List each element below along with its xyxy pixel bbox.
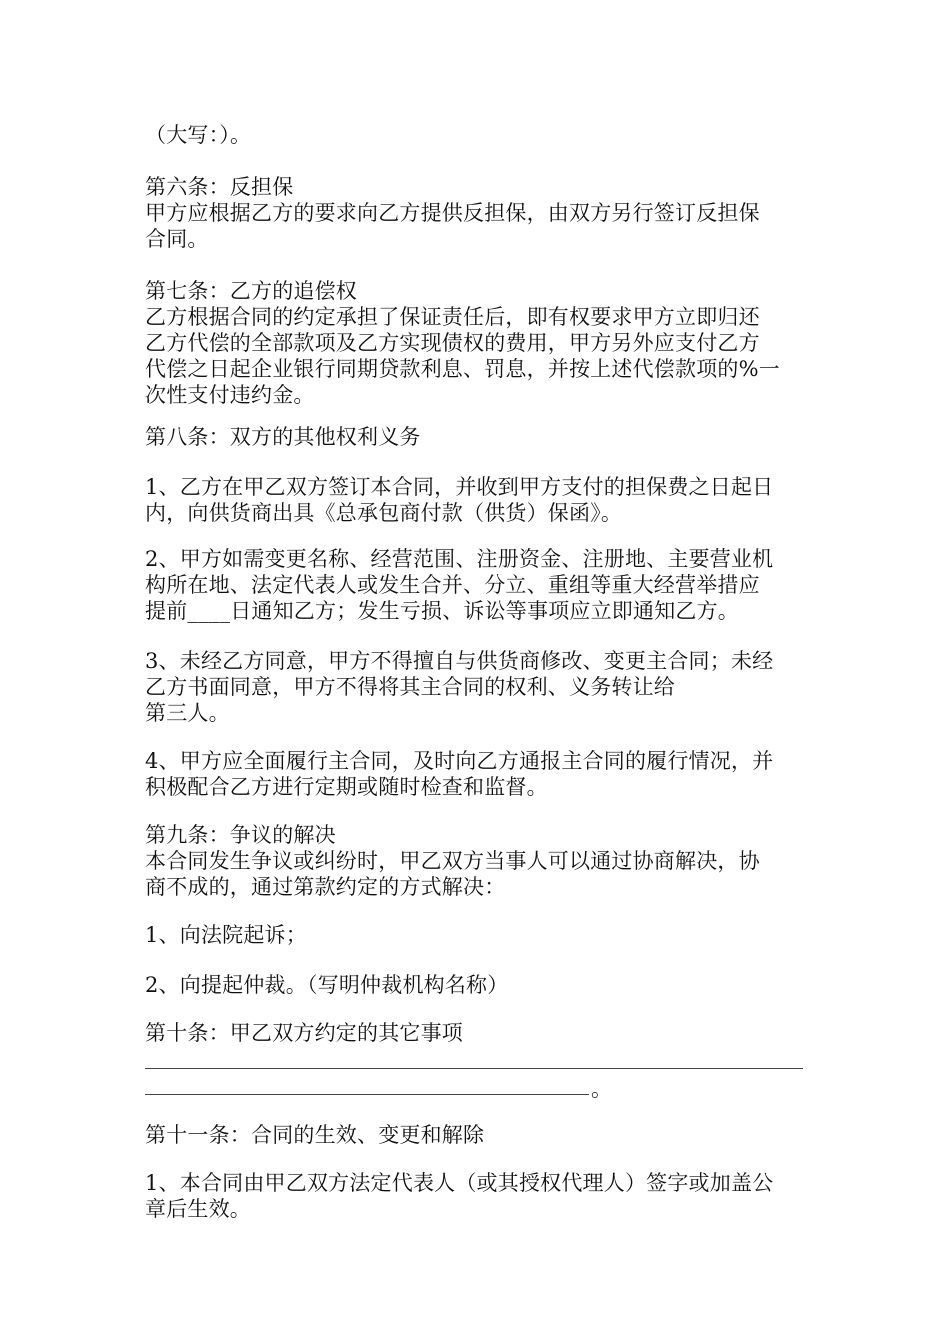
clause-6-heading: 第六条：反担保 <box>145 175 294 199</box>
clause-11-heading: 第十一条：合同的生效、变更和解除 <box>145 1123 485 1147</box>
clause-7-heading: 第七条：乙方的追偿权 <box>145 279 357 303</box>
text-line: 甲方应根据乙方的要求向乙方提供反担保，由双方另行签订反担保 <box>145 201 760 225</box>
text-line: 章后生效。 <box>145 1197 251 1221</box>
text-line: 1、向法院起诉； <box>145 923 307 947</box>
text-line: （大写：）。 <box>145 123 252 147</box>
text-line: 次性支付违约金。 <box>145 383 315 407</box>
text-line: 1、本合同由甲乙双方法定代表人（或其授权代理人）签字或加盖公 <box>145 1171 774 1195</box>
text-line: 合同。 <box>145 227 209 251</box>
text-line: 提前____日通知乙方；发生亏损、诉讼等事项应立即通知乙方。 <box>145 599 739 623</box>
text-line: 3、未经乙方同意，甲方不得擅自与供货商修改、变更主合同；未经 <box>145 649 774 673</box>
text-line: 乙方代偿的全部款项及乙方实现债权的费用，甲方另外应支付乙方 <box>145 331 760 355</box>
text-line: 内，向供货商出具《总承包商付款（供货）保函》。 <box>145 501 623 525</box>
text-line: 构所在地、法定代表人或发生合并、分立、重组等重大经营举措应 <box>145 573 760 597</box>
text-line: 乙方根据合同的约定承担了保证责任后，即有权要求甲方立即归还 <box>145 305 760 329</box>
blank-line-end: 。 <box>591 1077 612 1101</box>
clause-9-heading: 第九条：争议的解决 <box>145 823 336 847</box>
blank-fill-line <box>145 1068 803 1069</box>
text-line: 4、甲方应全面履行主合同，及时向乙方通报主合同的履行情况，并 <box>145 749 774 773</box>
clause-8-heading: 第八条：双方的其他权利义务 <box>145 425 421 449</box>
text-line: 1、乙方在甲乙双方签订本合同，并收到甲方支付的担保费之日起日 <box>145 475 774 499</box>
text-line: 第三人。 <box>145 701 230 725</box>
text-line: 代偿之日起企业银行同期贷款利息、罚息，并按上述代偿款项的%一 <box>145 357 780 381</box>
text-line: 2、甲方如需变更名称、经营范围、注册资金、注册地、主要营业机 <box>145 547 774 571</box>
clause-10-heading: 第十条：甲乙双方约定的其它事项 <box>145 1021 463 1045</box>
text-line: 商不成的，通过第款约定的方式解决： <box>145 875 506 899</box>
blank-fill-line <box>145 1094 589 1095</box>
text-line: 2、向提起仲裁。（写明仲裁机构名称） <box>145 973 509 997</box>
text-line: 积极配合乙方进行定期或随时检查和监督。 <box>145 775 548 799</box>
text-line: 乙方书面同意，甲方不得将其主合同的权利、义务转让给 <box>145 675 675 699</box>
text-line: 本合同发生争议或纠纷时，甲乙双方当事人可以通过协商解决，协 <box>145 849 760 873</box>
